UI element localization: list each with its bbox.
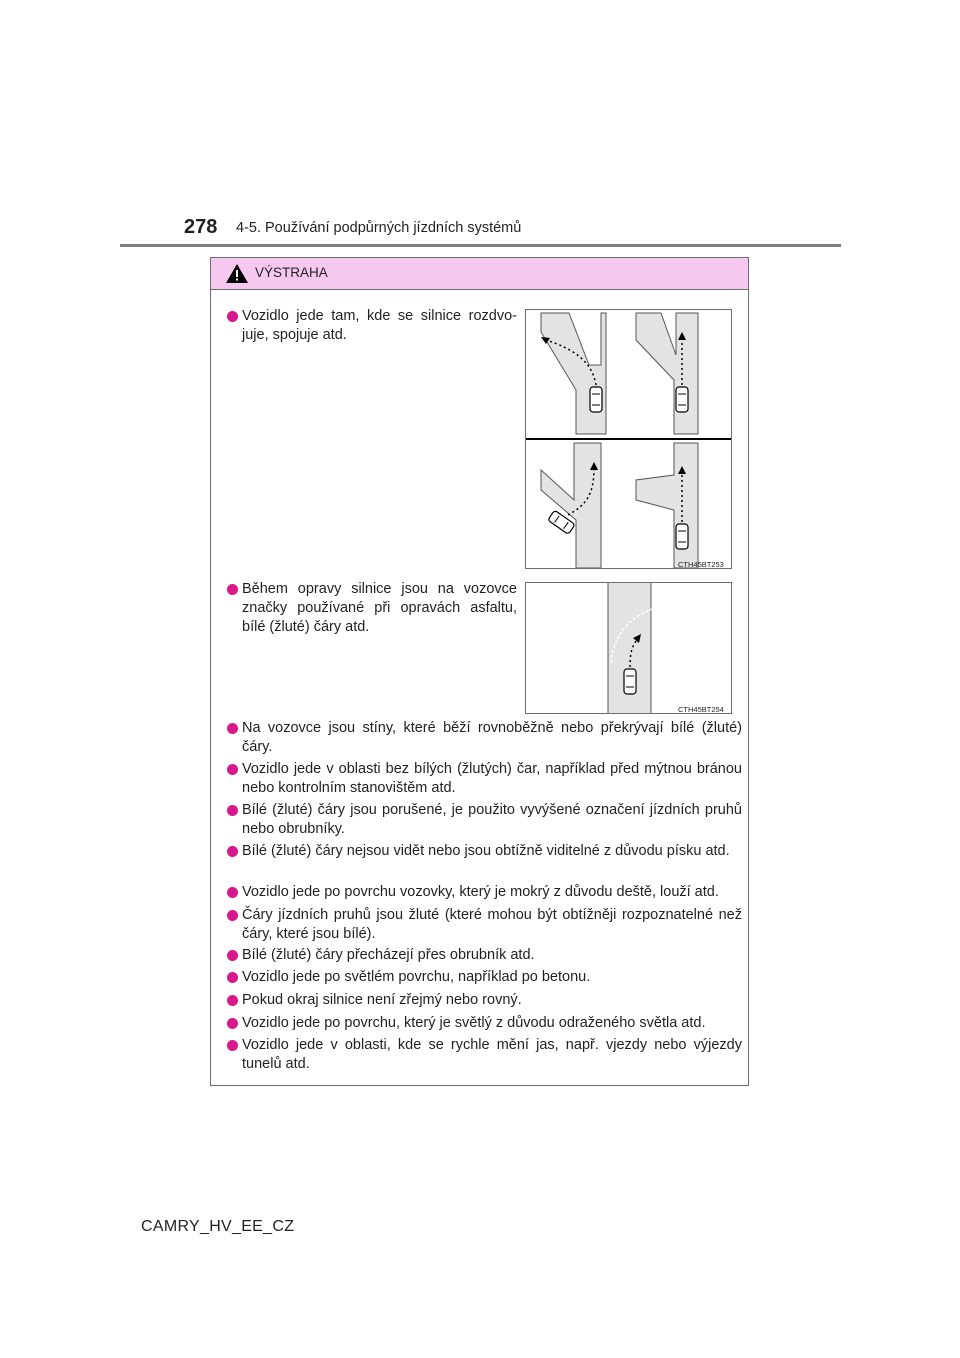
- figure-code: CTH45BT253: [678, 560, 724, 569]
- list-item: [242, 801, 742, 839]
- list-item: [242, 1014, 742, 1033]
- warning-header: [211, 258, 748, 290]
- bullet-text: Bílé (žluté) čáry nejsou vidět nebo jsou obtížně viditelné z důvodu písku atd.: [242, 843, 730, 859]
- bullet-text: Vozidlo jede po povrchu vozovky, který je mokrý z důvodu deště, louží atd.: [242, 884, 719, 900]
- bullet-text: Vozidlo jede v oblasti bez bílých (žlutých) čar, například před mýtnou bránou nebo kontrolním stanovištěm atd.: [242, 761, 742, 796]
- bullet-text: Vozidlo jede po povrchu, který je světlý z důvodu odraženého světla atd.: [242, 1015, 706, 1031]
- bullet-icon: [227, 1018, 238, 1029]
- list-item: [242, 307, 517, 345]
- bullet-text: Vozidlo jede v oblasti, kde se rychle mění jas, např. vjezdy nebo výjezdy tunelů atd.: [242, 1037, 742, 1072]
- bullet-icon: [227, 311, 238, 322]
- bullet-icon: [227, 910, 238, 921]
- lane-branching-illustration: [526, 310, 731, 568]
- road-repair-illustration: [526, 583, 731, 713]
- bullet-icon: [227, 1040, 238, 1051]
- list-item: [242, 580, 517, 637]
- bullet-icon: [227, 887, 238, 898]
- list-item: [242, 991, 742, 1010]
- list-item: [242, 883, 742, 902]
- bullet-icon: [227, 584, 238, 595]
- bullet-icon: [227, 950, 238, 961]
- bullet-text: Bílé (žluté) čáry přecházejí přes obrubník atd.: [242, 947, 535, 963]
- document-code: CAMRY_HV_EE_CZ: [141, 1218, 295, 1235]
- page-number: 278: [184, 216, 218, 238]
- warning-title: VÝSTRAHA: [255, 265, 328, 280]
- list-item: [242, 842, 742, 861]
- bullet-text: Vozidlo jede po světlém povrchu, například po betonu.: [242, 969, 591, 985]
- list-item: [242, 946, 742, 965]
- list-item: [242, 719, 742, 757]
- bullet-icon: [227, 805, 238, 816]
- header-rule: [120, 244, 841, 247]
- list-item: [242, 906, 742, 944]
- bullet-text: Čáry jízdních pruhů jsou žluté (které mohou být obtížněji rozpoznatelné než čáry, které jsou bílé).: [242, 907, 742, 942]
- list-item: [242, 1036, 742, 1074]
- bullet-icon: [227, 846, 238, 857]
- bullet-icon: [227, 995, 238, 1006]
- figure-road-repair: [525, 582, 732, 714]
- bullet-text: Bílé (žluté) čáry jsou porušené, je použito vyvýšené označení jízdních pruhů nebo obrubníky.: [242, 802, 742, 837]
- bullet-text: Během opravy silnice jsou na vozovce značky používané při opravách asfaltu, bílé (žluté) čáry atd.: [242, 581, 517, 635]
- figure-lane-branching: [525, 309, 732, 569]
- bullet-text: Pokud okraj silnice není zřejmý nebo rovný.: [242, 992, 522, 1008]
- bullet-icon: [227, 972, 238, 983]
- bullet-icon: [227, 723, 238, 734]
- list-item: [242, 760, 742, 798]
- bullet-text: Vozidlo jede tam, kde se silnice rozdvo-juje, spojuje atd.: [242, 308, 517, 343]
- list-item: [242, 968, 742, 987]
- bullet-icon: [227, 764, 238, 775]
- section-title: 4-5. Používání podpůrných jízdních systémů: [236, 220, 522, 236]
- bullet-text: Na vozovce jsou stíny, které běží rovnoběžně nebo překrývají bílé (žluté) čáry.: [242, 720, 742, 755]
- figure-code: CTH45BT254: [678, 705, 724, 714]
- warning-triangle-icon: [226, 264, 248, 283]
